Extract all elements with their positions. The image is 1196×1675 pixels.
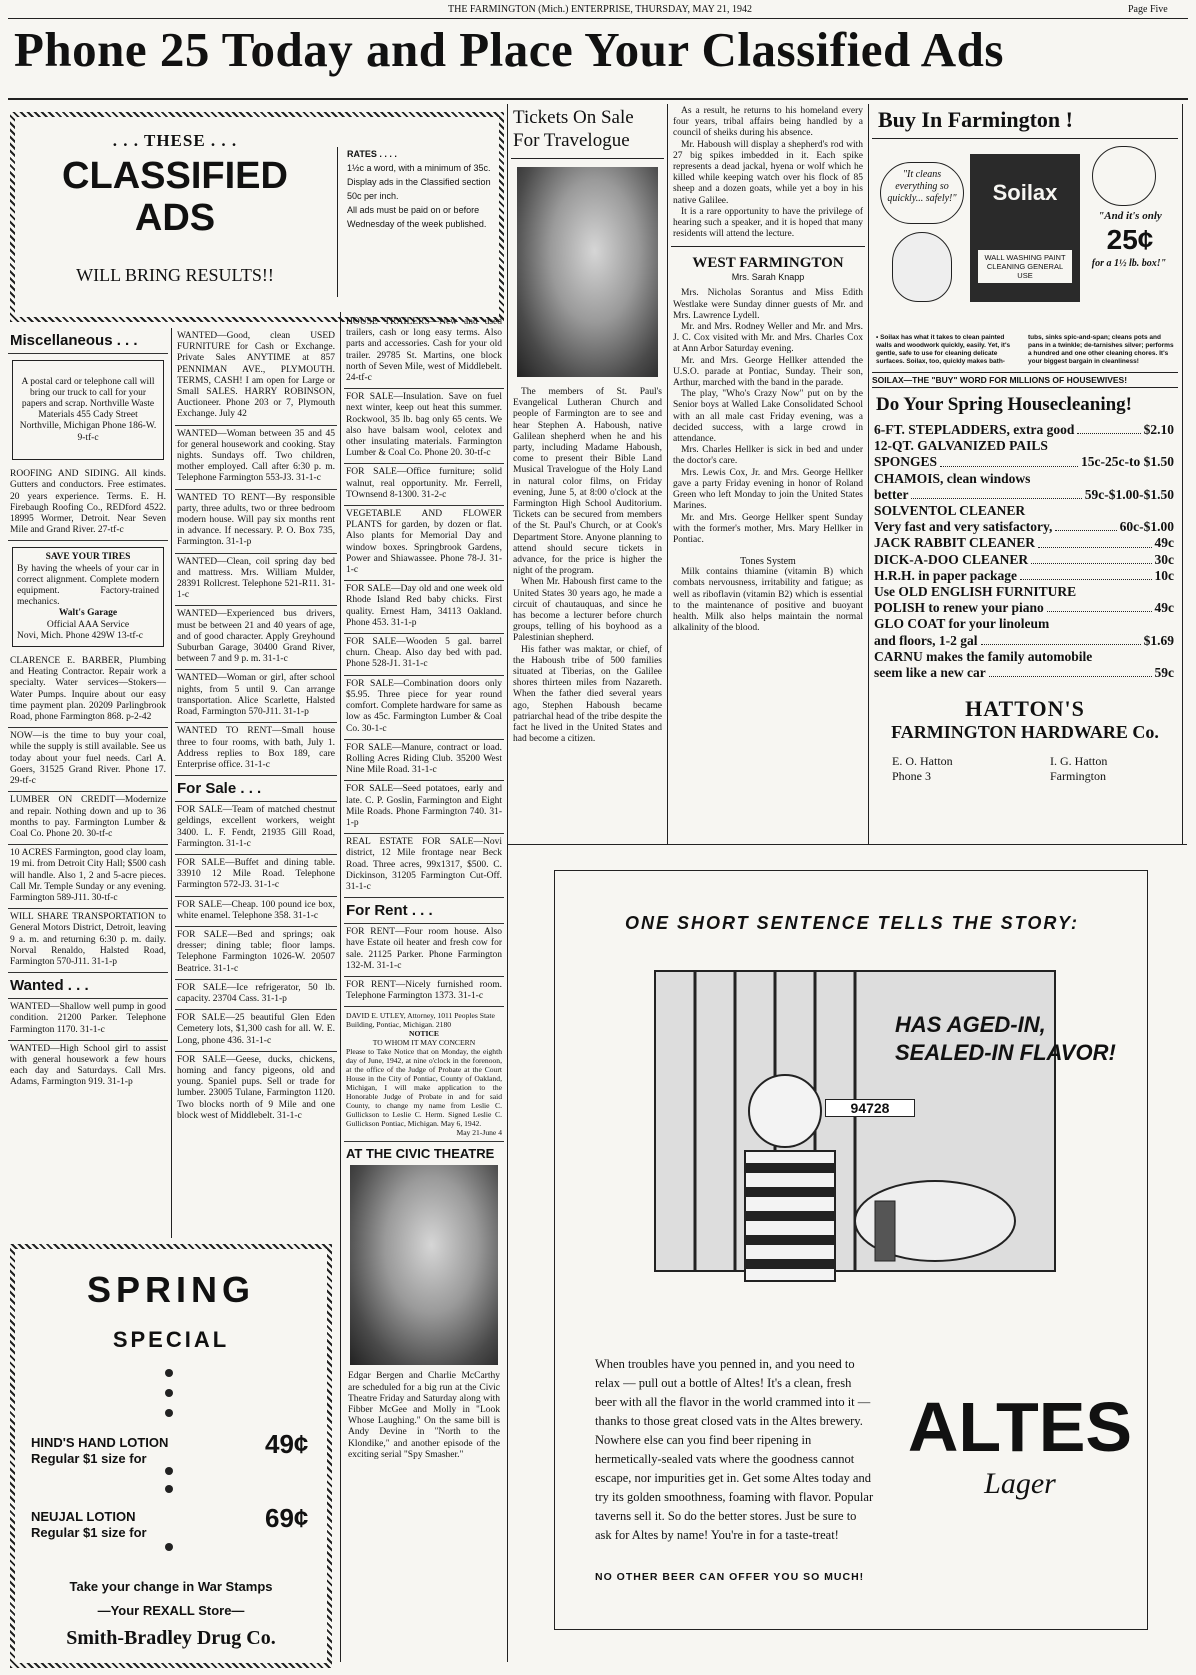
legal-date: May 21-June 4 — [456, 1128, 502, 1138]
price-list-item — [874, 454, 1174, 470]
coal-ad — [8, 728, 168, 792]
tires-text: By having the wheels of your car in correct alignment. Complete modern equipment. Factory-trained mechanics. — [17, 563, 159, 608]
classified-ad — [175, 980, 337, 1010]
item-name: Very fast and very satisfactory, — [874, 519, 1053, 535]
price-list-item — [874, 535, 1174, 551]
soilax-fine-print-1: • Soilax has what it takes to clean painted walls and woodwork quickly, easily. Yet, it's gentle, safe to use for cleaning delicate surfaces. Soilax, too, quickly makes bath- — [876, 334, 1011, 365]
owner-2-town: Farmington — [1050, 769, 1106, 783]
news-item: The play, "Who's Crazy Now" put on by the Senior boys at Walled Lake Consolidated School with an all male cast Friday evening, was a decided success, with a large crowd in attendance. — [673, 389, 863, 445]
classified-ad — [344, 740, 504, 782]
price-list-item — [874, 438, 1174, 454]
item-price: 49c — [1154, 600, 1174, 616]
dot-leader — [1077, 422, 1140, 434]
shallow-text: WANTED—Shallow well pump in good condition. 21200 Parker. Telephone Farmington 1170. 31-1-c — [10, 1002, 166, 1035]
dot-leader — [1038, 535, 1151, 547]
waste-ad-text: A postal card or telephone call will bring our truck to call for your papers and scrap. Northville Waste Materials 455 Cady Street Northville, Michigan Phone 186-W. 9-tf-c — [19, 376, 157, 443]
banner-tagline: WILL BRING RESULTS!! — [76, 265, 274, 285]
for-sale-heading: For Sale . . . — [175, 776, 337, 802]
ad-text: FOR SALE—Cheap. 100 pound ice box, white enamel. Telephone 358. 31-1-c — [177, 899, 335, 921]
item-name: JACK RABBIT CLEANER — [874, 535, 1036, 551]
travelogue-continued-3: It is a rare opportunity to have the privilege of hearing such a speaker, and it is hoped that many residents will attend the lecture. — [673, 206, 863, 240]
misc-heading: Miscellaneous . . . — [8, 328, 168, 354]
rates-head: RATES . . . . — [347, 149, 397, 159]
item-name: SPONGES — [874, 454, 938, 470]
ad-text: REAL ESTATE FOR SALE—Novi district, 12 Mile frontage near Beck Road. Three acres, 99x1317, $500. C. Dickinson, 31205 Farmington Cut-Off. 31-1-c — [346, 837, 502, 892]
spring-rexall: —Your REXALL Store— — [97, 1603, 245, 1618]
altes-bottom-line: NO OTHER BEER CAN OFFER YOU SO MUCH! — [595, 1571, 865, 1583]
ad-text: WANTED—Good, clean USED FURNITURE for Cash or Exchange. Private Sales ANYTIME at 857 PENNIMAN AVE., PLYMOUTH. TERMS, CASH! I am open for Large or Small SALES. HARRY ROBINSON, Auctioneer. Phone 203 or 7, Plymouth Exchange. July 42 — [177, 331, 335, 420]
price-list-item — [874, 422, 1174, 438]
for-rent-heading: For Rent . . . — [344, 898, 504, 924]
spring-price-1: 49¢ — [265, 1429, 309, 1459]
item-name: 6-FT. STEPLADDERS, extra good — [874, 422, 1075, 437]
travelogue-continued: As a result, he returns to his homeland every four years, tribal affairs being handled by a council of sheiks during his absence. — [673, 106, 863, 139]
item-name: CARNU makes the family automobile — [874, 648, 1093, 664]
price-list-item — [874, 584, 1174, 600]
classified-ad — [344, 977, 504, 1007]
classified-ad — [175, 426, 337, 490]
soilax-price-tail: for a 1½ lb. box!" — [1091, 258, 1167, 269]
prisoner-number-tag: 94728 — [825, 1099, 915, 1117]
ad-text: FOR SALE—Wooden 5 gal. barrel churn. Cheap. Also day bed with pad. Phone 528-J1. 31-1-c — [346, 637, 502, 670]
wanted-heading: Wanted . . . — [8, 973, 168, 999]
acres-ad — [8, 845, 168, 909]
spring-stamps: Take your change in War Stamps — [69, 1579, 273, 1594]
item-name: SOLVENTOL CLEANER — [874, 503, 1026, 519]
haboush-photo — [517, 167, 658, 377]
tones-heading: Tones System — [740, 556, 796, 568]
news-item: Mr. and Mrs. George Hellker spent Sunday with the former's mother, Mrs. Mary Hellker in Pontiac. — [673, 512, 863, 545]
altes-body: When troubles have you penned in, and you need to relax — pull out a bottle of Altes! It's a clean, fresh beer with all the flavor in the world crammed into it — thanks to those great closed vats in the Altes brewery. Nowhere else can you find beer ripening in hermetically-sealed vats where the goodness cannot escape, nor impurities get in. Get some Altes today and try its golden smoothness, foaming with flavor. Popular taverns sell it. So do the better stores. Just be sure to ask for Altes by name! You're in for a taste-treat! — [595, 1357, 874, 1542]
item-2-size: Regular $1 size for — [31, 1525, 147, 1540]
classified-ad — [344, 389, 504, 464]
transport-text: WILL SHARE TRANSPORTATION to General Motors District, Detroit, leaving 9 a. m. and returning 6:30 p. m. daily. Norval Renaldo, Halsted Road, Farmington 570-J11. 31-1-p — [10, 912, 166, 967]
item-1-size: Regular $1 size for — [31, 1451, 147, 1466]
classified-ad — [344, 506, 504, 581]
classified-ad — [175, 554, 337, 607]
altes-logo: ALTES — [907, 1388, 1133, 1466]
classified-ad — [344, 581, 504, 634]
column-1 — [8, 328, 168, 1093]
hatton-store-name: HATTON'S — [965, 696, 1085, 721]
spring-special-ad — [10, 1244, 332, 1668]
rates-block — [347, 147, 497, 231]
legal-to: TO WHOM IT MAY CONCERN — [372, 1038, 476, 1048]
item-name: GLO COAT for your linoleum — [874, 616, 1050, 632]
price-list-item — [874, 600, 1174, 616]
item-name: better — [874, 486, 909, 502]
classified-ad — [175, 927, 337, 980]
prisoner-face-icon — [749, 1075, 821, 1147]
altes-lager: Lager — [984, 1467, 1056, 1500]
roofing-text: ROOFING AND SIDING. All kinds. Gutters and conductors. Free estimates. 20 years experience. Terms. E. H. Firebaugh Roofing Co., REDford 4522. 18995 Wormer, Detroit. Near Seven Mile and Grand River. 27-tf-c — [10, 469, 166, 536]
acres-text: 10 ACRES Farmington, good clay loam, 19 mi. from Detroit City Hall; $500 cash will handle. Also 1, 2 and 5-acre pieces. Call Mr. Temple Sunday or any evening. Farmington 589-J11. 30-tf-c — [10, 848, 166, 903]
rate-line: 1½c a word, with a minimum of 35c. — [347, 163, 491, 173]
west-farmington-heading: WEST FARMINGTON — [692, 255, 844, 272]
item-name: DICK-A-DOO CLEANER — [874, 551, 1029, 567]
item-price: 30c — [1154, 551, 1174, 567]
spring-item-1 — [31, 1435, 261, 1467]
item-name: CHAMOIS, clean windows — [874, 470, 1031, 486]
dot-leader — [940, 454, 1078, 466]
legal-title: NOTICE — [409, 1029, 439, 1039]
hatton-owner-2 — [1050, 754, 1170, 784]
ad-text: WANTED TO RENT—Small house three to four rooms, with bath, July 1. Address replies to Box 189, care Enterprise office. 31-1-c — [177, 726, 335, 770]
classified-ad — [344, 781, 504, 834]
ad-text: WANTED TO RENT—By responsible party, three adults, two or three bedroom modern house. Will pay six months rent in advance. If necessary. P. O. Box 735, Farmington. 31-1-p — [177, 492, 335, 548]
classified-ad — [344, 924, 504, 977]
ad-text: FOR SALE—Geese, ducks, chickens, homing and fancy pigeons, old and young. Spaniel pups. Sell or trade for lumber. 23005 Tulane, Farmington 1120. Two blocks north of 9 Mile and one block west of Middlebelt. 31-1-c — [177, 1054, 335, 1121]
bullet-dot-icon — [165, 1389, 173, 1397]
tires-service: Official AAA Service — [46, 619, 130, 630]
classified-ad — [175, 1052, 337, 1126]
ad-text: FOR RENT—Nicely furnished room. Telephone Farmington 1373. 31-1-c — [346, 979, 502, 1002]
altes-slogan-line-2: SEALED-IN FLAVOR! — [895, 1040, 1116, 1065]
news-item: Mrs. Charles Hellker is sick in bed and under the doctor's care. — [673, 445, 863, 467]
price-list-item — [874, 568, 1174, 584]
classified-ad — [344, 464, 504, 506]
owner-2-name: I. G. Hatton — [1050, 754, 1108, 768]
bullet-dot-icon — [165, 1467, 173, 1475]
item-2-name: NEUJAL LOTION — [31, 1509, 136, 1524]
soilax-box — [970, 154, 1080, 302]
price-list-item — [874, 633, 1174, 649]
item-price: 10c — [1154, 567, 1174, 583]
item-name: 12-QT. GALVANIZED PAILS — [874, 438, 1048, 454]
newspaper-dateline: THE FARMINGTON (Mich.) ENTERPRISE, THURSDAY, MAY 21, 1942 — [447, 4, 752, 15]
classified-ad — [344, 676, 504, 740]
civic-caption: Edgar Bergen and Charlie McCarthy are scheduled for a big run at the Civic Theatre Friday and Saturday along with Fibber McGee and Molly in "Look Whose Laughing." On the same bill is Andy Devine in "North to the Klondike," and another episode of the exciting serial "Spy Smasher." — [348, 1371, 500, 1460]
item-name: seem like a new car — [874, 665, 986, 681]
price-list-item — [874, 552, 1174, 568]
soilax-slogan: SOILAX—THE "BUY" WORD FOR MILLIONS OF HOUSEWIVES! — [872, 372, 1178, 388]
page-number: Page Five — [1128, 4, 1168, 15]
waste-ad — [12, 360, 164, 460]
hatton-store-sub: FARMINGTON HARDWARE Co. — [891, 722, 1159, 742]
item-name: POLISH to renew your piano — [874, 600, 1044, 616]
item-1-name: HIND'S HAND LOTION — [31, 1435, 169, 1450]
classified-ad — [175, 1010, 337, 1052]
barber-text: CLARENCE E. BARBER, Plumbing and Heating Contractor. Repair work a specialty. Water services—Stokers—Water Pumps. Inquire about our easy time payment plan. 20209 Parlingbrook Road, phone Farmington 868. p-2-42 — [10, 656, 166, 723]
barber-ad — [8, 653, 168, 728]
ad-text: FOR SALE—Buffet and dining table. 33910 12 Mile Road. Telephone Farmington 572-J3. 31-1-c — [177, 857, 335, 891]
item-price: 49c — [1154, 535, 1174, 551]
ad-text: HOUSE TRAILERS—New and used trailers, cash or long easy terms. Also parts and accessories. Cash for your old trailer. 29785 St. Martins, one block north of Seven Mile, west of Middlebelt. 24-tf-c — [346, 317, 502, 384]
tires-garage: Walt's Garage — [58, 608, 118, 619]
ad-text: FOR RENT—Four room house. Also have Estate oil heater and fresh cow for sale. 21125 Parker. Phone Farmington 132-M. 31-1-c — [346, 927, 502, 971]
price-list-item — [874, 471, 1174, 487]
bullet-dot-icon — [165, 1485, 173, 1493]
hatton-hardware-ad — [872, 104, 1178, 794]
ad-text: FOR SALE—Day old and one week old Rhode Island Red baby chicks. First quality. Ernest Ham, 34113 Oakland. Phone 453. 31-1-p — [346, 584, 502, 628]
travelogue-story-2: When Mr. Haboush first came to the United States 30 years ago, he made a circuit of chautauquas, and since he has become a lecturer before church groups, telling of his boyhood as a Palestinian shepherd. — [513, 577, 662, 644]
classified-ad — [175, 606, 337, 670]
buy-in-farmington-head: Buy In Farmington ! — [878, 107, 1073, 132]
transport-ad — [8, 909, 168, 973]
west-farmington-byline: Mrs. Sarah Knapp — [731, 272, 805, 283]
spring-item-2 — [31, 1509, 261, 1541]
column-3 — [344, 314, 504, 1467]
classified-ad — [344, 314, 504, 389]
bergen-mccarthy-photo — [350, 1165, 498, 1365]
bullet-dot-icon — [165, 1543, 173, 1551]
owner-1-phone: Phone 3 — [892, 769, 931, 783]
ad-text: WANTED—Experienced bus drivers, must be between 21 and 40 years of age, and of good character. Apply Greyhound Suburban Garage, 30400 Grand River, between 7 and 9 p. m. 31-1-c — [177, 609, 335, 665]
ad-text: FOR SALE—Office furniture; solid walnut, real opportunity. Mr. Ferrell, TOwnsend 8-1300. 31-2-c — [346, 467, 502, 500]
classified-ad — [175, 855, 337, 897]
dot-leader — [911, 487, 1081, 499]
tones-text: Milk contains thiamine (vitamin B) which combats nervousness, irritability and fatigue; as well as riboflavin (vitamin B2) which is essential to the maintenance of positive and buoyant health. Milk also helps maintain the normal alkalinity of the blood. — [673, 567, 863, 634]
banner-title-ads: ADS — [134, 197, 216, 239]
news-item: Mr. and Mrs. George Hellker attended the U.S.O. parade at Pontiac, Sunday. Their son, Arthur, marched with the band in the parade. — [673, 355, 863, 389]
item-price: $2.10 — [1143, 422, 1174, 437]
dot-leader — [981, 633, 1141, 645]
banner-title-classified: CLASSIFIED — [62, 155, 288, 197]
ad-text: WANTED—Clean, coil spring day bed and mattress. Mrs. William Mulder, 28391 Rollcrest. Telephone 521-R11. 31-1-c — [177, 556, 335, 601]
news-item: Mrs. Lewis Cox, Jr. and Mrs. George Hellker gave a party Friday evening in honor of Roland Green who left Monday to join the United States Marines. — [673, 467, 863, 512]
legal-body: Please to Take Notice that on Monday, the eighth day of June, 1942, at nine o'clock in the forenoon, at the office of the Judge of Probate at the Court House in the City of Pontiac, County of Oakland, Michigan, I will make application to the Honorable Judge of Probate in and for said County, to change my name from Leslie C. Gullickson to Leslie C. Herm. Signed Leslie C. Gullickson Pontiac, Michigan. May 6, 1942. — [346, 1047, 502, 1129]
bullet-dot-icon — [165, 1369, 173, 1377]
ad-text: VEGETABLE AND FLOWER PLANTS for garden, by dozen or flat. Also plants for Memorial Day and window boxes. Springbrook Gardens, Power and Shiawassee. Phone 78-J. 31-1-c — [346, 509, 502, 576]
classified-banner — [10, 112, 504, 322]
travelogue-continued-2: Mr. Haboush will display a shepherd's rod with 27 big spikes imbedded in it. Each spike represents a dead jackal, hyena or wolf which he killed while keeping watch over his flock of 85 sheep and a dozen goats, while yet a boy in his native Galilee. — [673, 139, 863, 206]
banner-these: . . . THESE . . . — [112, 131, 238, 150]
bullet-dot-icon — [165, 1409, 173, 1417]
item-name: Use OLD ENGLISH FURNITURE — [874, 584, 1077, 600]
travelogue-story: The members of St. Paul's Evangelical Lutheran Church and people of Farmington are to see and hear Stephen A. Haboush, native Galilean shepherd when he and his party, including Madame Haboush, come to present their Bible Land Musical Travelogue of the Holy Land in natural color films, on Friday evening, June 5, at 8:00 o'clock at the Farmington High School Auditorium. Tickets can be secured from members of the St. Paul's Church, or at Cook's Department Store. Anyone planning to attend should secure tickets in advance, for the price is higher the night of the program. — [513, 387, 662, 577]
ad-text: FOR SALE—Ice refrigerator, 50 lb. capacity. 23704 Cass. 31-1-p — [177, 982, 335, 1004]
prisoner-illustration — [615, 951, 1095, 1331]
altes-slogan — [895, 1011, 1145, 1067]
price-list-item — [874, 616, 1174, 632]
altes-beer-ad — [554, 870, 1148, 1630]
ad-text: FOR SALE—Bed and springs; oak dresser; dining table; floor lamps. Telephone Farmington 1026-W. 20507 Beatrice. 31-1-c — [177, 929, 335, 974]
price-list-item — [874, 503, 1174, 519]
altes-slogan-line-1: HAS AGED-IN, — [895, 1012, 1046, 1037]
classified-ad — [175, 670, 337, 723]
lumber-text: LUMBER ON CREDIT—Modernize and repair. Nothing down and up to 36 months to pay. Farmington Lumber & Coal Co. Phone 20. 30-tf-c — [10, 795, 166, 839]
ad-text: FOR SALE—25 beautiful Glen Eden Cemetery lots, $1,300 cash for all. W. E. Long, phone 436. 31-1-c — [177, 1013, 335, 1046]
ad-text: FOR SALE—Insulation. Save on fuel next winter, keep out heat this summer. Rockwool, 35 lb. bag only 65 cents. We also have balsam wool, celotex and other insulating materials. Farmington Lumber & Coal Co. Phone 20. 30-tf-c — [346, 392, 502, 459]
ad-text: WANTED—Woman between 35 and 45 for general housework and cooking. Stay nights. Sundays off. Two children, mother employed. Call after 6:30 p. m. Telephone Farmington 553-J3. 31-1-c — [177, 428, 335, 484]
item-price: 59c-$1.00-$1.50 — [1084, 486, 1174, 502]
soilax-box-sub: WALL WASHING PAINT CLEANING GENERAL USE — [978, 250, 1072, 283]
classified-ad — [175, 897, 337, 927]
tires-address: Novi, Mich. Phone 429W 13-tf-c — [17, 630, 143, 641]
dot-leader — [1020, 568, 1151, 580]
classified-ad — [175, 723, 337, 776]
rate-line: Display ads in the Classified section 50c per inch. — [347, 177, 491, 201]
news-item: Mrs. Nicholas Sorantus and Miss Edith Westlake were Sunday dinner guests of Mr. and Mrs. Lawrence Lydell. — [673, 288, 863, 321]
price-list-item — [874, 649, 1174, 665]
legal-notice — [344, 1007, 504, 1142]
soilax-price: 25¢ — [1106, 224, 1154, 255]
column-5 — [671, 104, 865, 634]
classified-ad — [344, 634, 504, 676]
travelogue-story-3: His father was maktar, or chief, of the Haboush tribe of 500 families situated at Tiberias, on the Galilee shores thirteen miles from Nazareth. When the father died several years ago, Stephen Haboush became patriarchal head of the tribe despite the fact he lived in the United States and had become a citizen. — [513, 644, 662, 745]
hatton-owner-1 — [892, 754, 1022, 784]
classified-ad — [344, 834, 504, 898]
news-item: Mr. and Mrs. Rodney Weller and Mr. and Mrs. J. C. Cox visited with Mr. and Mrs. Charles Cox at Ann Arbor Saturday evening. — [673, 322, 863, 355]
spring-store-name: Smith-Bradley Drug Co. — [66, 1627, 276, 1649]
column-2 — [175, 328, 337, 1126]
item-price: 15c-25c-to $1.50 — [1081, 454, 1174, 470]
hardware-price-list — [874, 422, 1174, 681]
dot-leader — [1047, 600, 1152, 612]
housewife-figure-icon — [892, 232, 952, 302]
ad-text: FOR SALE—Team of matched chestnut geldings, excellent workers, weight 3400. L. F. Fendt, 21935 Gill Road, Farmington. 31-1-c — [177, 805, 335, 849]
classified-ad — [175, 802, 337, 855]
shallow-ad — [8, 999, 168, 1041]
ad-text: FOR SALE—Seed potatoes, early and late. C. P. Goslin, Farmington and Eight Mile Roads. Phone Farmington 740. 31-1-p — [346, 784, 502, 828]
beer-bottle-icon — [875, 1201, 895, 1261]
price-list-item — [874, 487, 1174, 503]
classified-ad — [175, 490, 337, 554]
tires-ad — [12, 547, 164, 647]
ad-text: WANTED—Woman or girl, after school nights, from 5 until 9. Can arrange transportation. Alice Scarlette, Halsted Road, Farmington 570-J11. 31-1-p — [177, 673, 335, 718]
spring-title: SPRING — [86, 1269, 256, 1310]
soilax-price-lead: "And it's only — [1098, 210, 1162, 222]
civic-theatre-heading: AT THE CIVIC THEATRE — [346, 1146, 495, 1162]
item-price: $1.69 — [1143, 632, 1174, 648]
classified-ad — [175, 328, 337, 426]
tires-heading: SAVE YOUR TIRES — [45, 552, 131, 563]
item-price: 59c — [1154, 665, 1174, 681]
cartoon-face-icon — [1092, 146, 1156, 206]
page-headline: Phone 25 Today and Place Your Classified Ads — [14, 22, 1004, 77]
spring-subtitle: SPECIAL — [112, 1327, 230, 1352]
price-list-item — [874, 519, 1174, 535]
spring-housecleaning-head: Do Your Spring Housecleaning! — [876, 394, 1133, 415]
soilax-fine-print-2: tubs, sinks spic-and-span; cleans pots and pans in a twinkle; de-tarnishes silver; performs a hundred and one other cleaning chores. It's your biggest bargain in cleanliness! — [1028, 334, 1174, 365]
soilax-quote: "It cleans everything so quickly... safely!" — [880, 162, 964, 224]
soilax-brand: Soilax — [992, 180, 1058, 205]
item-price: 60c-$1.00 — [1119, 519, 1174, 535]
travelogue-headline: Tickets On Sale For Travelogue — [513, 107, 634, 151]
roofing-ad — [8, 466, 168, 541]
schoolgirl-text: WANTED—High School girl to assist with general housework a few hours each day and Saturdays. Call Mrs. Adams, Farmington 919. 31-1-p — [10, 1043, 166, 1088]
legal-attorney: DAVID E. UTLEY, Attorney, 1011 Peoples State Building, Pontiac, Michigan. 2180 — [346, 1011, 495, 1030]
dot-leader — [1055, 519, 1116, 531]
rate-line: All ads must be paid on or before Wednesday of the week published. — [347, 205, 487, 229]
dot-leader — [989, 665, 1152, 677]
lumber-ad — [8, 792, 168, 845]
item-name: and floors, 1-2 gal — [874, 632, 978, 648]
soilax-illustration — [874, 144, 1176, 329]
dot-leader — [1031, 552, 1151, 564]
price-list-item — [874, 665, 1174, 681]
spring-price-2: 69¢ — [265, 1503, 309, 1533]
altes-headline: ONE SHORT SENTENCE TELLS THE STORY: — [624, 913, 1080, 933]
column-4 — [511, 104, 664, 746]
owner-1-name: E. O. Hatton — [892, 754, 953, 768]
item-name: H.R.H. in paper package — [874, 567, 1018, 583]
ad-text: FOR SALE—Combination doors only $5.95. Three piece for year round comfort. Complete hardware for same as low as 45c. Farmington Lumber & Coal Co. 30-1-c — [346, 678, 502, 734]
schoolgirl-ad — [8, 1041, 168, 1093]
coal-text: NOW—is the time to buy your coal, while the supply is still available. See us today about your fuel needs. Carl A. Goers, 31525 Grand River. Phone 17. 29-tf-c — [10, 731, 166, 787]
ad-text: FOR SALE—Manure, contract or load. Rolling Acres Riding Club. 35200 West Nine Mile Road. 31-1-c — [346, 742, 502, 776]
